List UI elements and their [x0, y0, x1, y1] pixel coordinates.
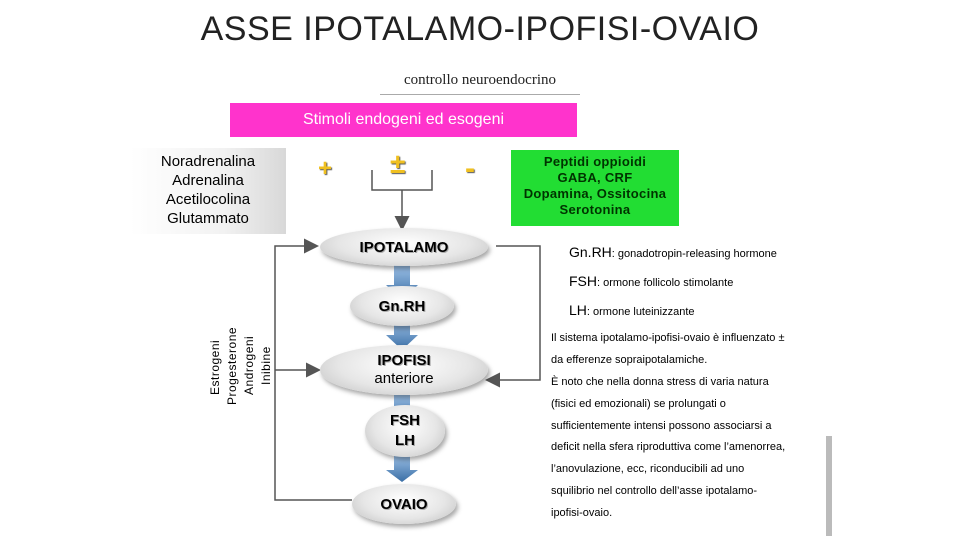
paragraph-line: squilibrio nel controllo dell’asse ipotalamo- — [551, 485, 758, 497]
ipofisi-label: IPOFISI — [377, 352, 431, 369]
definition-fsh — [569, 273, 733, 291]
plusminus-sign: ± — [390, 148, 406, 179]
feedback-hormone-label: Androgeni — [242, 335, 256, 395]
peptide-item: Peptidi oppioidi — [543, 154, 647, 169]
definition-text: : ormone follicolo stimolante — [597, 277, 734, 289]
lh-label: LH — [395, 432, 415, 449]
definition-text: : gonadotropin-releasing hormone — [611, 248, 777, 260]
feedback-hormone-label: Progesterone — [225, 326, 239, 405]
right-feedback-line — [488, 246, 540, 380]
definition-text: : ormone luteinizzante — [586, 306, 695, 318]
neurotransmitter-item: Adrenalina — [172, 172, 244, 189]
subtitle: controllo neuroendocrino — [403, 72, 557, 88]
peptide-item: Dopamina, Ossitocina — [523, 186, 667, 201]
ovaio-node — [352, 484, 456, 524]
definition-gnrh — [569, 244, 777, 262]
feedback-hormone-label: Inibine — [259, 346, 273, 385]
ovaio-label: OVAIO — [380, 495, 428, 513]
definition-abbr: FSH — [569, 273, 597, 289]
right-input-line — [402, 170, 432, 190]
peptide-item: Serotonina — [559, 202, 631, 217]
fsh-to-ovaio-arrow — [386, 455, 418, 482]
peptide-item: GABA, CRF — [557, 170, 633, 185]
neurotransmitter-item: Noradrenalina — [160, 153, 256, 170]
paragraph-line: da efferenze sopraipotalamiche. — [551, 354, 708, 366]
minus-sign: - — [465, 152, 475, 185]
ipofisi-sublabel: anteriore — [374, 370, 434, 387]
neurotransmitter-item: Acetilocolina — [165, 191, 251, 208]
gnrh-node — [350, 286, 454, 326]
paragraph-line: (fisici ed emozionali) se prolungati o — [551, 398, 726, 410]
neurotransmitter-item: Glutammato — [167, 210, 249, 227]
fsh-lh-node — [365, 405, 445, 457]
page-title: ASSE IPOTALAMO-IPOFISI-OVAIO — [200, 10, 760, 48]
paragraph-line: È noto che nella donna stress di varia natura — [551, 376, 769, 388]
paragraph-line: sufficientemente intensi possono associarsi a — [551, 420, 772, 432]
definition-abbr: LH — [569, 302, 587, 318]
ipotalamo-label: IPOTALAMO — [359, 238, 449, 256]
feedback-hormone-label: Estrogeni — [208, 339, 222, 395]
stimuli-label: Stimoli endogeni ed esogeni — [302, 111, 505, 128]
fsh-label: FSH — [390, 412, 420, 429]
ipotalamo-node — [320, 228, 488, 266]
plus-sign: + — [318, 155, 333, 182]
definition-abbr: Gn.RH — [569, 244, 612, 260]
paragraph-line: Il sistema ipotalamo-ipofisi-ovaio è influenzato ± — [551, 332, 785, 344]
paragraph-line: ipofisi-ovaio. — [551, 507, 613, 519]
paragraph-line: deficit nella sfera riproduttiva come l’amenorrea, — [551, 441, 786, 453]
definition-lh — [569, 302, 695, 320]
gnrh-label: Gn.RH — [378, 297, 426, 315]
decorative-bar — [826, 436, 832, 536]
paragraph-line: l’anovulazione, ecc, riconducibili ad uno — [551, 463, 745, 475]
ipofisi-node — [320, 345, 488, 395]
